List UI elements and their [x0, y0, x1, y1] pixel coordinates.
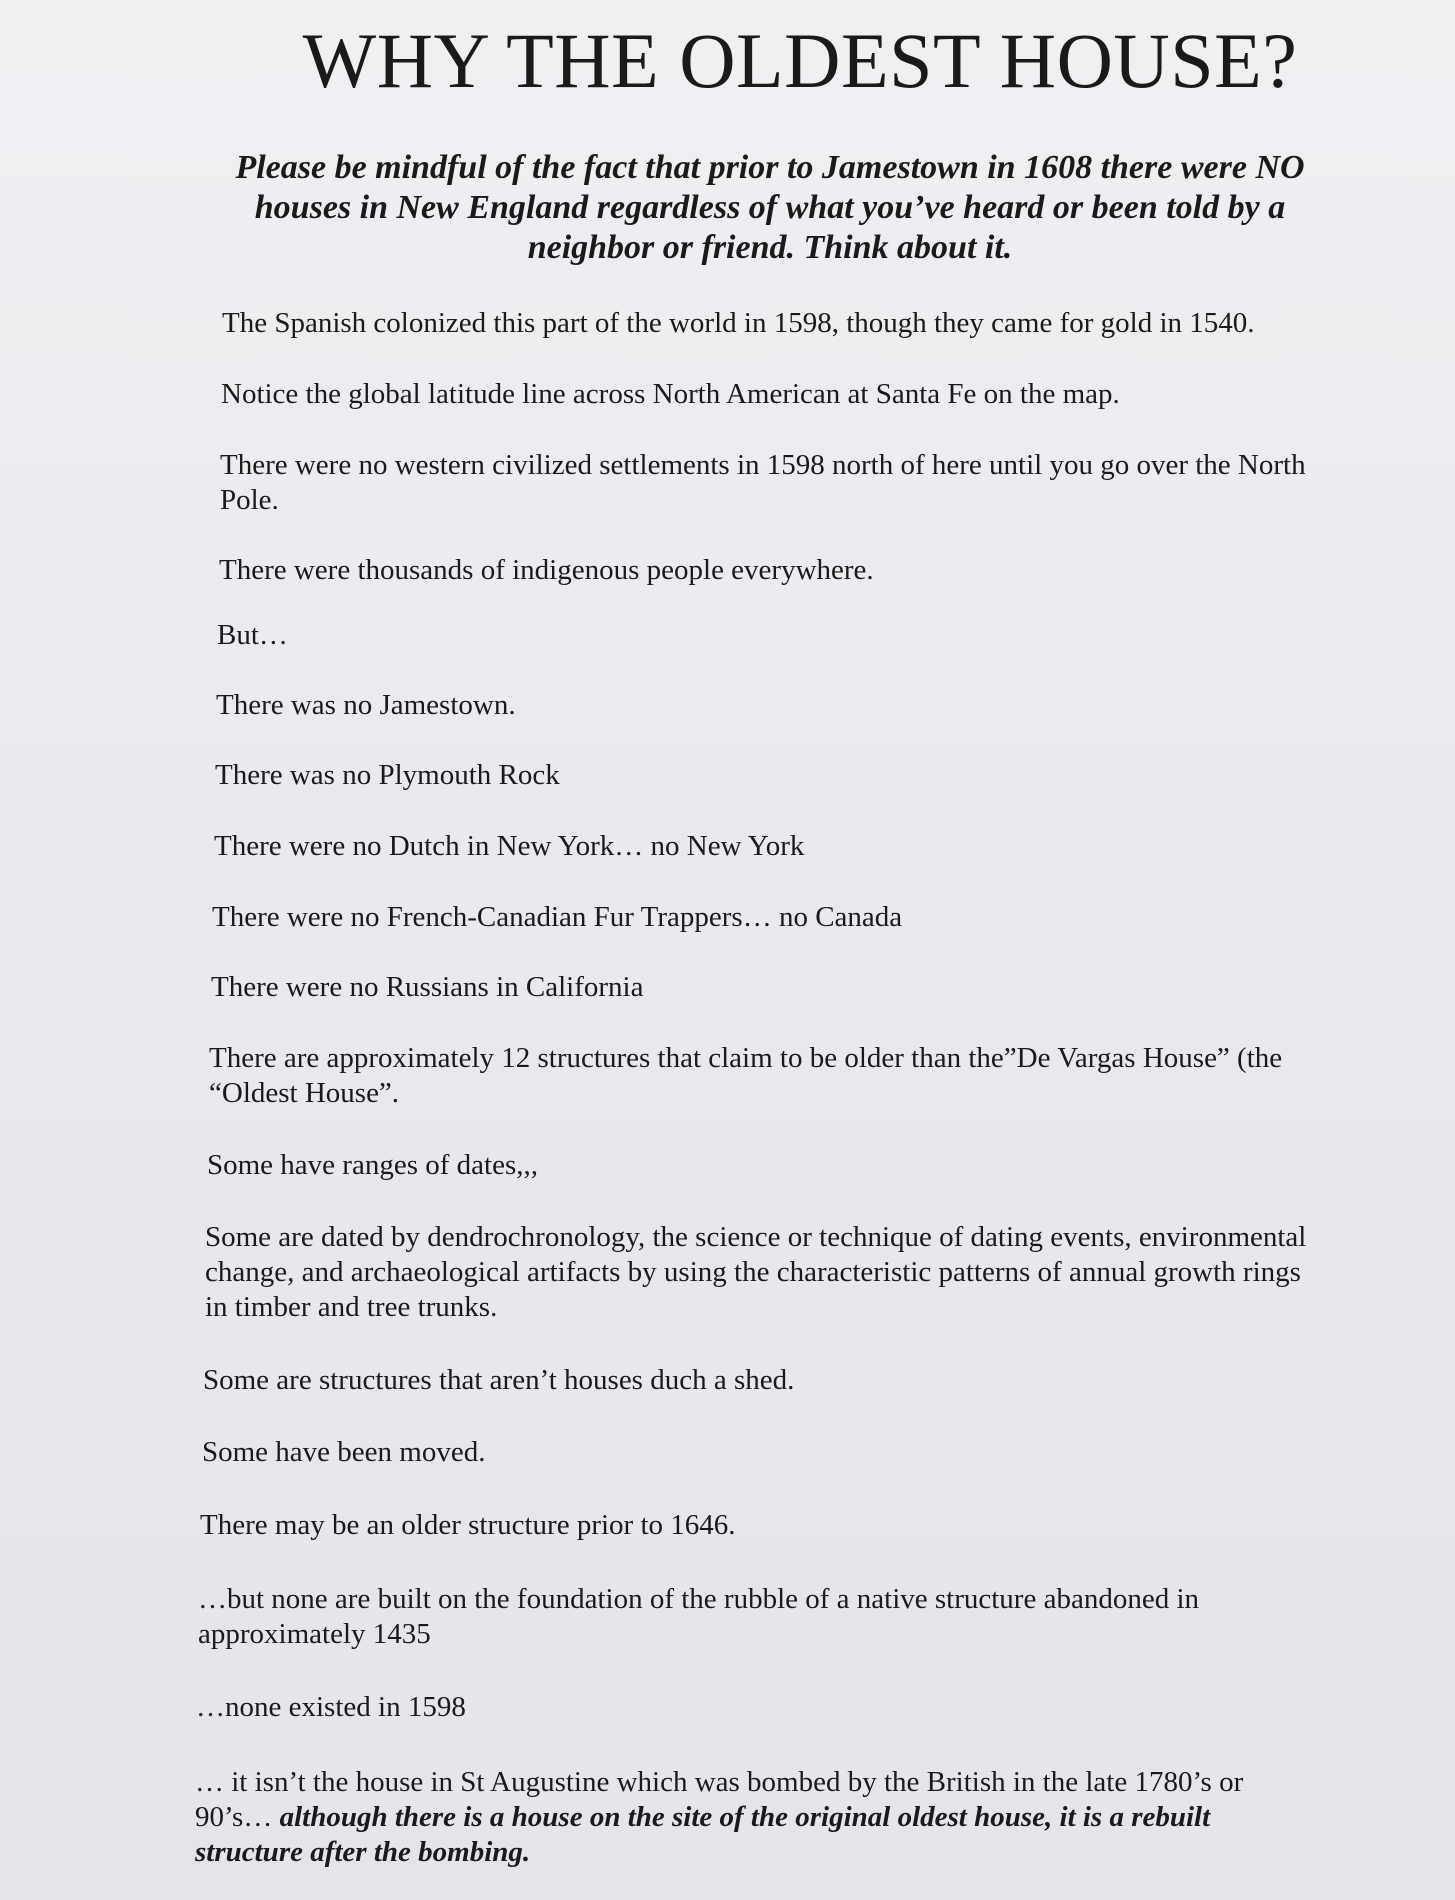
paragraph-plymouth: There was no Plymouth Rock [215, 759, 560, 791]
paragraph-older: There may be an older structure prior to 1646. [200, 1509, 736, 1541]
paragraph-indigenous: There were thousands of indigenous people everywhere. [219, 554, 874, 586]
paragraph-jamestown: There was no Jamestown. [216, 689, 516, 721]
paragraph-russians: There were no Russians in California [211, 971, 644, 1003]
paragraph-french: There were no French-Canadian Fur Trappers… no Canada [212, 901, 903, 933]
paragraph-moved: Some have been moved. [202, 1436, 486, 1468]
paragraph-st-augustine [195, 1765, 1300, 1870]
paragraph-sheds: Some are structures that aren’t houses duch a shed. [203, 1364, 795, 1396]
st-augustine-emphasis-text: although there is a house on the site of the original oldest house, it is a rebuilt structure after the bombing. [195, 1801, 1211, 1868]
paragraph-spanish: The Spanish colonized this part of the world in 1598, though they came for gold in 1540. [222, 307, 1255, 339]
paragraph-latitude: Notice the global latitude line across North American at Santa Fe on the map. [221, 378, 1120, 410]
notice-text: Please be mindful of the fact that prior to Jamestown in 1608 there were NO houses in New England regardless of what you’ve heard or been told by a neighbor or friend. Think about it. [235, 149, 1305, 266]
paragraph-rubble: …but none are built on the foundation of the rubble of a native structure abandoned in approximately 1435 [198, 1583, 1200, 1650]
paragraph-structures: There are approximately 12 structures that claim to be older than the”De Vargas House” (the “Oldest House”. [209, 1042, 1283, 1109]
page-title: WHY THE OLDEST HOUSE? [302, 17, 1298, 104]
paragraph-but: But… [217, 619, 288, 651]
paragraph-settlements: There were no western civilized settlements in 1598 north of here until you go over the North Pole. [220, 449, 1306, 516]
paragraph-dendrochronology: Some are dated by dendrochronology, the science or technique of dating events, environmental change, and archaeological artifacts by using the characteristic patterns of annual growth rings in timber and tree trunks. [205, 1221, 1307, 1323]
paragraph-dutch: There were no Dutch in New York… no New York [214, 830, 805, 862]
paragraph-ranges: Some have ranges of dates,,, [207, 1149, 538, 1181]
st-augustine-regular-text: … it isn’t the house in St Augustine which was bombed by the British in the late 1780’s or 90’s… [195, 1766, 1244, 1833]
paragraph-none-existed: …none existed in 1598 [196, 1691, 466, 1723]
